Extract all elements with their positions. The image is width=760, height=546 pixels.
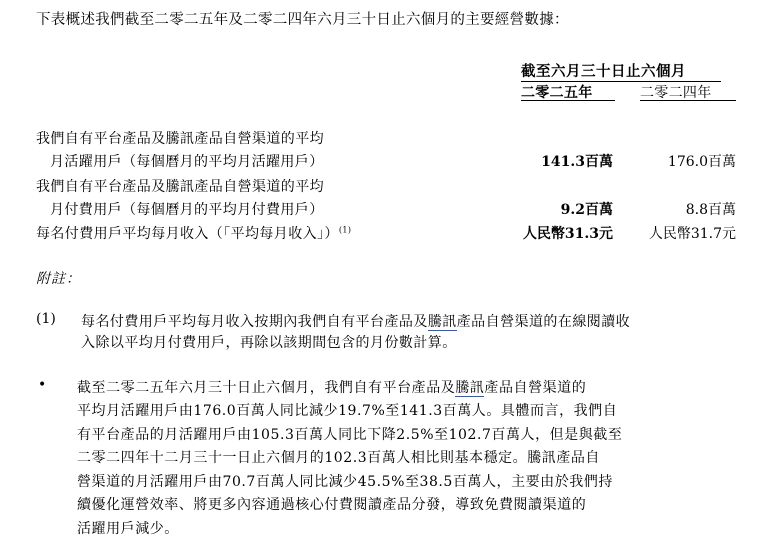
bullet-icon: •	[38, 377, 47, 393]
bullet-line5: 營渠道的月活躍用戶由70.7百萬人同比減少45.5%至38.5百萬人，主要由於我們持	[77, 474, 613, 490]
bullet-line4: 二零二四年十二月三十一日止六個月的102.3百萬人相比則基本穩定。騰訊產品自	[77, 450, 600, 466]
intro-text: 下表概述我們截至二零二五年及二零二四年六月三十日止六個月的主要經營數據：	[36, 12, 569, 28]
column-previous-rule	[640, 100, 736, 101]
footnote-ref: (1)	[338, 225, 352, 235]
footnote-line1-a: 每名付費用戶平均每月收入按期內我們自有平台產品及	[81, 314, 428, 330]
column-current-year: 二零二五年	[521, 85, 593, 101]
footnote-line2: 入除以平均月付費用戶，再除以該期間包含的月份數計算。	[81, 335, 457, 351]
bullet-line1-a: 截至二零二五年六月三十日止六個月，我們自有平台產品及	[77, 380, 456, 396]
row-mpu-current-value: 9.2百萬	[560, 202, 613, 218]
bullet-line2: 平均月活躍用戶由176.0百萬人同比減少19.7%至141.3百萬人。具體而言，我們自	[77, 403, 618, 419]
row-mpu-previous-value: 8.8百萬	[685, 202, 736, 218]
notes-heading: 附註：	[36, 271, 81, 287]
row-arpu-label	[36, 223, 351, 243]
row-mau-label-line1: 我們自有平台產品及騰訊產品自營渠道的平均	[36, 131, 324, 147]
row-mau-label-line2: 月活躍用戶（每個曆月的平均月活躍用戶）	[50, 154, 324, 170]
bullet-line3: 有平台產品的月活躍用戶由105.3百萬人同比下降2.5%至102.7百萬人，但是與截至	[77, 427, 623, 443]
row-arpu-label-text: 每名付費用戶平均每月收入（「平均每月收入」）	[36, 226, 339, 242]
row-arpu-previous-value: 人民幣31.7元	[648, 226, 736, 242]
row-mau-current-value: 141.3百萬	[541, 154, 613, 170]
column-previous-year: 二零二四年	[640, 85, 712, 101]
bullet-line7: 活躍用戶減少。	[77, 521, 179, 537]
row-mpu-label-line2: 月付費用戶（每個曆月的平均月付費用戶）	[50, 202, 324, 218]
row-arpu-current-value: 人民幣31.3元	[522, 226, 613, 242]
footnote-tencent-link[interactable]: 騰訊	[427, 314, 457, 330]
bullet-line1-b: 產品自營渠道的	[484, 380, 587, 396]
bullet-line6: 續優化運營效率、將更多內容通過核心付費閱讀產品分發，導致免費閱讀渠道的	[77, 497, 587, 513]
bullet-line1	[77, 377, 586, 397]
column-current-rule	[521, 100, 615, 101]
bullet-tencent-link[interactable]: 騰訊	[455, 380, 485, 396]
period-header: 截至六月三十日止六個月	[521, 63, 686, 80]
row-mpu-label-line1: 我們自有平台產品及騰訊產品自營渠道的平均	[36, 179, 324, 195]
footnote-line1	[81, 311, 630, 331]
footnote-number: (1)	[36, 311, 56, 327]
row-mau-previous-value: 176.0百萬	[667, 154, 736, 170]
footnote-line1-b: 產品自營渠道的在線閱讀收	[456, 314, 631, 330]
